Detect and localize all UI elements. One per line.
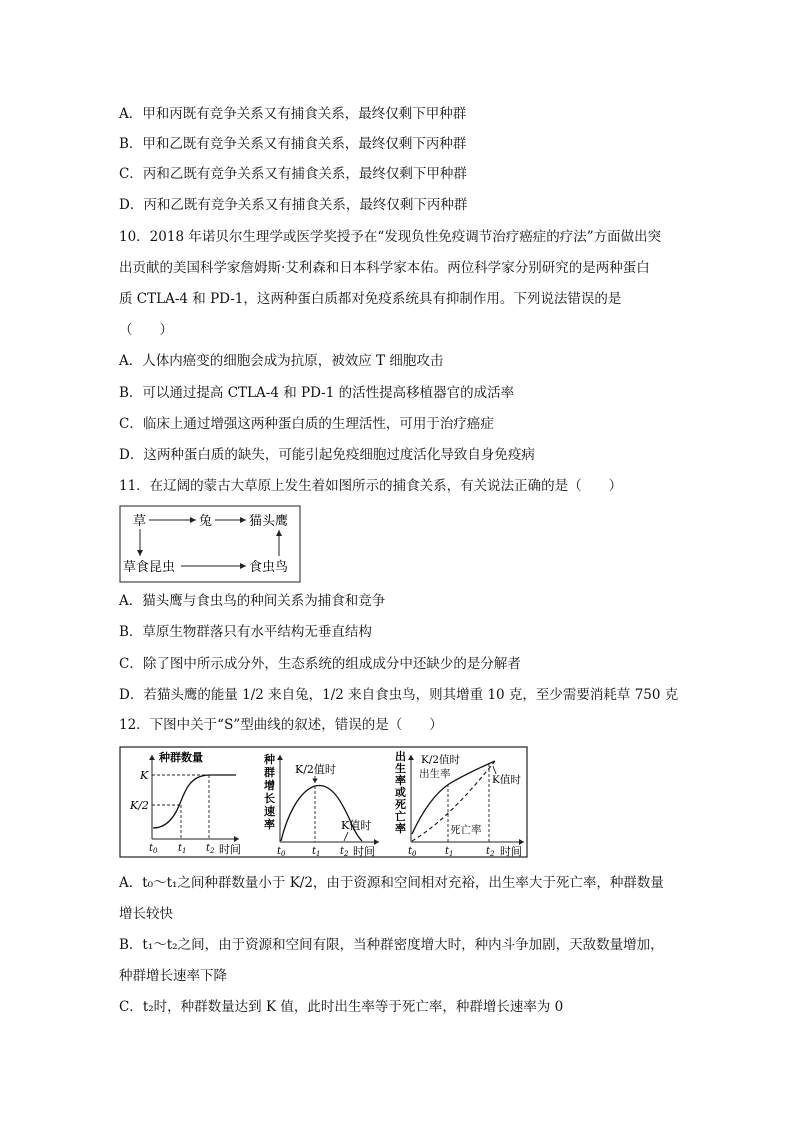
graph3-xlabel: 时间 [500, 845, 522, 858]
s-curve-figure [119, 746, 529, 862]
q12-stem: 12．下图中关于“S”型曲线的叙述，错误的是（ ） [119, 717, 443, 733]
food-web-rabbit: 兔 [199, 514, 213, 529]
q10-stem-line2: 出贡献的美国科学家詹姆斯·艾利森和日本科学家本佑。两位科学家分别研究的是两种蛋白 [119, 260, 650, 276]
graph3-k-label: K值时 [492, 774, 521, 786]
graph3-t1: $t_1$ [445, 846, 454, 858]
q12-option-b-line1: B．t₁～t₂之间，由于资源和空间有限，当种群密度增大时，种内斗争加剧，天敌数量增加， [119, 937, 664, 953]
graph3-death-label: 死亡率 [450, 824, 482, 836]
graph3-k2-label: K/2值时 [421, 754, 461, 766]
graph1-k2-label: K/2 [130, 799, 149, 812]
q12-option-a-line2: 增长较快 [119, 906, 173, 922]
q9-option-b: B．甲和乙既有竞争关系又有捕食关系，最终仅剩下丙种群 [119, 136, 467, 152]
graph1-k-label: K [140, 769, 149, 782]
graph2-ylabel: 种 群 增 长 速 率 [264, 753, 275, 831]
q9-option-a: A．甲和丙既有竞争关系又有捕食关系，最终仅剩下甲种群 [119, 106, 467, 122]
q10-option-c: C．临床上通过增强这两种蛋白质的生理活性，可用于治疗癌症 [119, 416, 494, 432]
graph1-t0: $t_0$ [149, 843, 158, 855]
graph1-t2: $t_2$ [206, 843, 215, 855]
graph3-t0: $t_0$ [408, 846, 417, 858]
graph2-peak-label: K/2值时 [295, 763, 336, 776]
food-web-owl: 猫头鹰 [249, 514, 289, 529]
q11-option-a: A．猫头鹰与食虫鸟的种间关系为捕食和竞争 [119, 593, 386, 609]
q10-stem-line3: 质 CTLA-4 和 PD-1，这两种蛋白质都对免疫系统具有抑制作用。下列说法错误的是 [119, 291, 622, 307]
graph3-ylabel: 出 生 率 或 死 亡 率 [395, 750, 406, 835]
food-web-diagram [119, 505, 301, 587]
graph1-t1: $t_1$ [178, 843, 187, 855]
q10-answer-bracket: （ ） [119, 322, 173, 338]
graph3-t2: $t_2$ [486, 846, 495, 858]
q10-stem-line1: 10．2018 年诺贝尔生理学或医学奖授予在“发现负性免疫调节治疗癌症的疗法”方面做出突 [119, 229, 662, 245]
q12-option-b-line2: 种群增长速率下降 [119, 968, 227, 984]
q11-option-c: C．除了图中所示成分外，生态系统的组成成分中还缺少的是分解者 [119, 656, 521, 672]
graph2-end-label: K值时 [341, 819, 372, 832]
q11-stem: 11．在辽阔的蒙古大草原上发生着如图所示的捕食关系，有关说法正确的是（ ） [119, 478, 623, 494]
q9-option-c: C．丙和乙既有竞争关系又有捕食关系，最终仅剩下甲种群 [119, 166, 467, 182]
graph1-ylabel: 种群数量 [159, 751, 203, 764]
q12-option-a-line1: A．t₀～t₁之间种群数量小于 K/2，由于资源和空间相对充裕，出生率大于死亡率，种群数量 [119, 875, 664, 891]
food-web-grass: 草 [133, 514, 147, 529]
q11-option-d: D．若猫头鹰的能量 1/2 来自兔，1/2 来自食虫鸟，则其增重 10 克，至少需要消耗草 750 克 [119, 687, 679, 703]
graph2-t2: $t_2$ [340, 846, 349, 858]
food-web-bird: 食虫鸟 [249, 560, 289, 575]
q10-option-d: D．这两种蛋白质的缺失，可能引起免疫细胞过度活化导致自身免疫病 [119, 447, 535, 463]
graph1-xlabel: 时间 [219, 843, 241, 856]
graph2-xlabel: 时间 [353, 845, 375, 858]
graph2-t1: $t_1$ [312, 846, 321, 858]
q12-option-c: C．t₂时，种群数量达到 K 值，此时出生率等于死亡率，种群增长速率为 0 [119, 999, 564, 1015]
q10-option-b: B．可以通过提高 CTLA-4 和 PD-1 的活性提高移植器官的成活率 [119, 385, 515, 401]
q9-option-d: D．丙和乙既有竞争关系又有捕食关系，最终仅剩下丙种群 [119, 197, 468, 213]
graph2-t0: $t_0$ [277, 846, 286, 858]
graph3-birth-label: 出生率 [419, 768, 451, 780]
q10-option-a: A．人体内癌变的细胞会成为抗原，被效应 T 细胞攻击 [119, 353, 444, 369]
q11-option-b: B．草原生物群落只有水平结构无垂直结构 [119, 624, 372, 640]
food-web-insect: 草食昆虫 [123, 560, 176, 575]
